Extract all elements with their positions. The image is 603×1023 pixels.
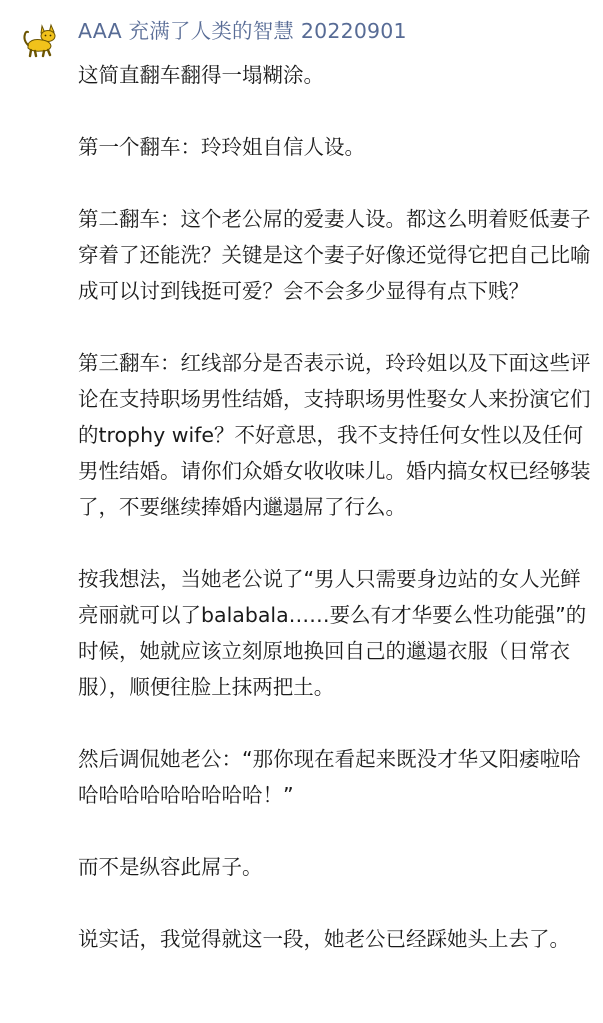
yellow-cat-icon bbox=[20, 20, 60, 60]
paragraph: 而不是纵容此屌子。 bbox=[78, 855, 263, 879]
paragraph: 第一个翻车：玲玲姐自信人设。 bbox=[78, 135, 365, 159]
paragraph: 说实话，我觉得就这一段，她老公已经踩她头上去了。 bbox=[78, 927, 570, 951]
paragraph: 第三翻车：红线部分是否表示说，玲玲姐以及下面这些评论在支持职场男性结婚，支持职场男性娶女人来扮演它们的trophy wife？不好意思，我不支持任何女性以及任何男性结婚。请你们众婚女收收味儿。婚内搞女权已经够装了，不要继续捧婚内邋遢屌了行么。 bbox=[78, 351, 591, 519]
paragraph: 然后调侃她老公：“那你现在看起来既没才华又阳痿啦哈哈哈哈哈哈哈哈哈哈！” bbox=[78, 747, 581, 807]
author-name[interactable]: AAA 充满了人类的智慧 20220901 bbox=[78, 19, 407, 43]
paragraph: 第二翻车：这个老公屌的爱妻人设。都这么明着贬低妻子穿着了还能洗？关键是这个妻子好像还觉得它把自己比喻成可以讨到钱挺可爱？会不会多少显得有点下贱？ bbox=[78, 207, 591, 303]
paragraph: 这简直翻车翻得一塌糊涂。 bbox=[78, 63, 324, 87]
avatar[interactable] bbox=[20, 20, 60, 60]
paragraph: 按我想法，当她老公说了“男人只需要身边站的女人光鲜亮丽就可以了balabala……要么有才华要么性功能强”的时候，她就应该立刻原地换回自己的邋遢衣服（日常衣服），顺便往脸上抹两把土。 bbox=[78, 567, 587, 699]
post-content bbox=[78, 57, 600, 957]
